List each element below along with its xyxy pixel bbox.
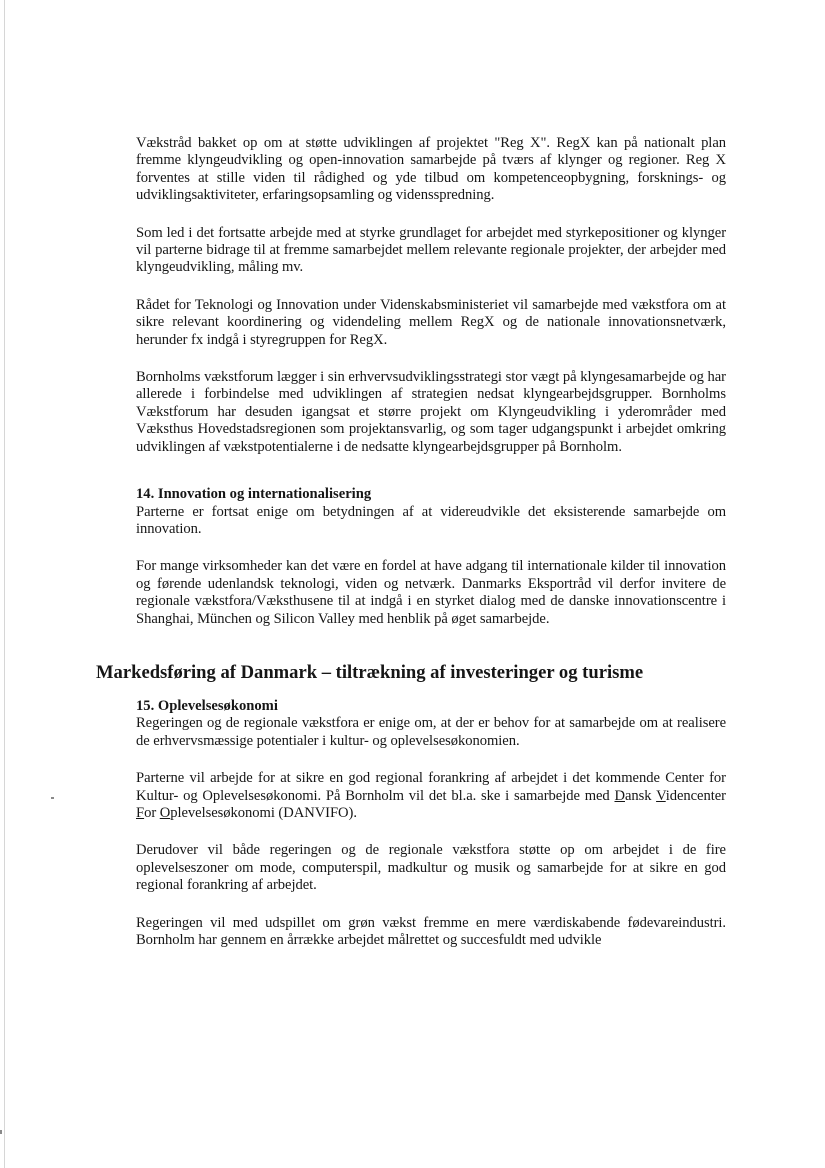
paragraph: Vækstråd bakket op om at støtte udviklingen af projektet "Reg X". RegX kan på nationalt plan fremme klyngeudvikling og open-innovation samarbejde på tværs af klynger og regioner. Reg X forventes at stille viden til rådighed og yde tilbud om kompetenceopbygning, forsknings- og udviklingsaktiviteter, erfaringsopsamling og vidensspredning. — [136, 135, 726, 204]
paragraph: Derudover vil både regeringen og de regionale vækstfora støtte op om arbejdet i de fire oplevelseszoner om mode, computerspil, madkultur og musik og samarbejde for at sikre en god regional forankring af arbejdet. — [136, 842, 726, 894]
main-heading: Markedsføring af Danmark – tiltrækning af investeringer og turisme — [96, 661, 644, 683]
paragraph: Rådet for Teknologi og Innovation under Videnskabsministeriet vil samarbejde med vækstfora om at sikre relevant koordinering og videndeling mellem RegX og de nationale innovationsnetværk, herunder fx indgå i styregruppen for RegX. — [136, 296, 726, 348]
organization-name: Dansk Videncenter For Oplevelsesøkonomi (DANVIFO). — [136, 787, 726, 821]
paragraph: For mange virksomheder kan det være en fordel at have adgang til internationale kilder til innovation og førende udenlandsk teknologi, viden og netværk. Danmarks Eksportråd vil derfor invitere de regionale vækstfora/Væksthusene til at indgå i en styrket dialog med de danske innovationscentre i Shanghai, München og Silicon Valley med henblik på øget samarbejde. — [136, 558, 726, 627]
paragraph — [136, 770, 726, 822]
page-edge-line — [4, 0, 5, 1168]
scan-speck — [0, 1130, 2, 1134]
paragraph: Bornholms vækstforum lægger i sin erhvervsudviklingsstrategi stor vægt på klyngesamarbejde og har allerede i forbindelse med udviklingen af strategien nedsat klyngearbejdsgrupper. Bornholms Vækstforum har desuden igangsat et større projekt om Klyngeudvikling i yderområder med Væksthus Hovedstadsregionen som projektansvarlig, og som tager udgangspunkt i arbejdet omkring udviklingen af vækstpotentialerne i de nedsatte klyngearbejdsgrupper på Bornholm. — [136, 369, 726, 455]
paragraph: Regeringen vil med udspillet om grøn vækst fremme en mere værdiskabende fødevareindustri. Bornholm har gennem en årrække arbejdet målrettet og succesfuldt med udvikle — [136, 914, 726, 948]
section-heading: 15. Oplevelsesøkonomi — [136, 697, 278, 714]
paragraph: Som led i det fortsatte arbejde med at styrke grundlaget for arbejdet med styrkepositioner og klynger vil parterne bidrage til at fremme samarbejdet mellem relevante regionale projekter, der arbejder med klyngeudvikling, måling mv. — [136, 224, 726, 276]
section-heading: 14. Innovation og internationalisering — [136, 486, 372, 503]
scan-speck — [51, 797, 54, 799]
paragraph: Regeringen og de regionale vækstfora er enige om, at der er behov for at samarbejde om at realisere de erhvervsmæssige potentialer i kultur- og oplevelsesøkonomien. — [136, 715, 726, 749]
paragraph-text: Parterne vil arbejde for at sikre en god regional forankring af arbejdet i det kommende Center for Kultur- og Oplevelsesøkonomi. På Bornholm vil det bl.a. ske i samarbejde med — [136, 770, 726, 804]
paragraph: Parterne er fortsat enige om betydningen af at videreudvikle det eksisterende samarbejde om innovation. — [136, 503, 726, 537]
document-body — [96, 135, 726, 949]
